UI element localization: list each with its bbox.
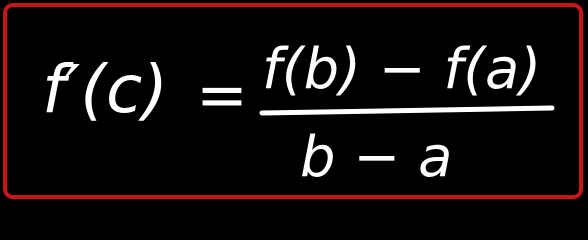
formula-lhs: f′(c): [42, 51, 169, 128]
fraction-numerator: f(b) − f(a): [262, 37, 542, 102]
fraction-bar: [262, 108, 552, 113]
fraction-denominator: b − a: [300, 125, 453, 190]
equals-sign: =: [196, 58, 248, 131]
